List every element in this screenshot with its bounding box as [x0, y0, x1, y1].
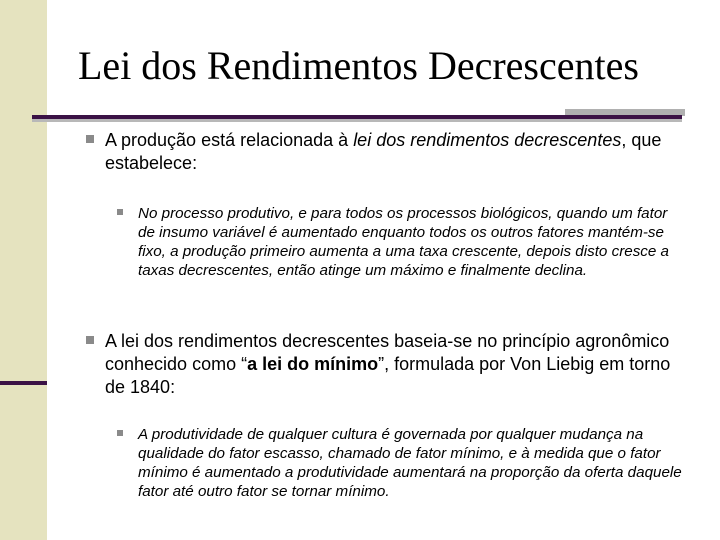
- sub-bullet-2: A produtividade de qualquer cultura é governada por qualquer mudança na qualidade do fator escasso, chamado de fator mínimo, e à medida que o fator mínimo é aumentado a produtividade aumentará na proporção da oferta daquele fator até outro fator se tornar mínimo.: [138, 426, 682, 500]
- bullet-2-pre: A lei dos rendimentos decrescentes baseia-se no princípio agronômico conhecido como “: [105, 331, 670, 374]
- bullet-2: [105, 330, 685, 399]
- bullet-1: [105, 129, 685, 175]
- left-decorative-band: [0, 0, 47, 540]
- bullet-square-icon: [86, 336, 94, 344]
- title-rule-shadow: [32, 119, 682, 122]
- bullet-square-icon: [86, 135, 94, 143]
- bullet-1-pre: A produção está relacionada à: [105, 130, 354, 150]
- bullet-2-bold: a lei do mínimo: [247, 354, 379, 374]
- sub-bullet-square-icon: [117, 209, 123, 215]
- bullet-1-post: , que estabelece:: [105, 130, 662, 173]
- sub-bullet-square-icon: [117, 430, 123, 436]
- bullet-2-post: ”, formulada por Von Liebig em torno de 1840:: [105, 354, 671, 397]
- sub-bullet-1: No processo produtivo, e para todos os processos biológicos, quando um fator de insumo variável é aumentado enquanto todos os outros fatores mantém-se fixo, a produção primeiro aumenta a uma taxa crescente, depois disto cresce a taxas decrescentes, então atinge um máximo e finalmente declina.: [138, 205, 669, 279]
- slide-title: Lei dos Rendimentos Decrescentes: [78, 43, 639, 88]
- bullet-1-emphasis: lei dos rendimentos decrescentes: [353, 130, 622, 150]
- left-band-accent-bar: [0, 381, 47, 385]
